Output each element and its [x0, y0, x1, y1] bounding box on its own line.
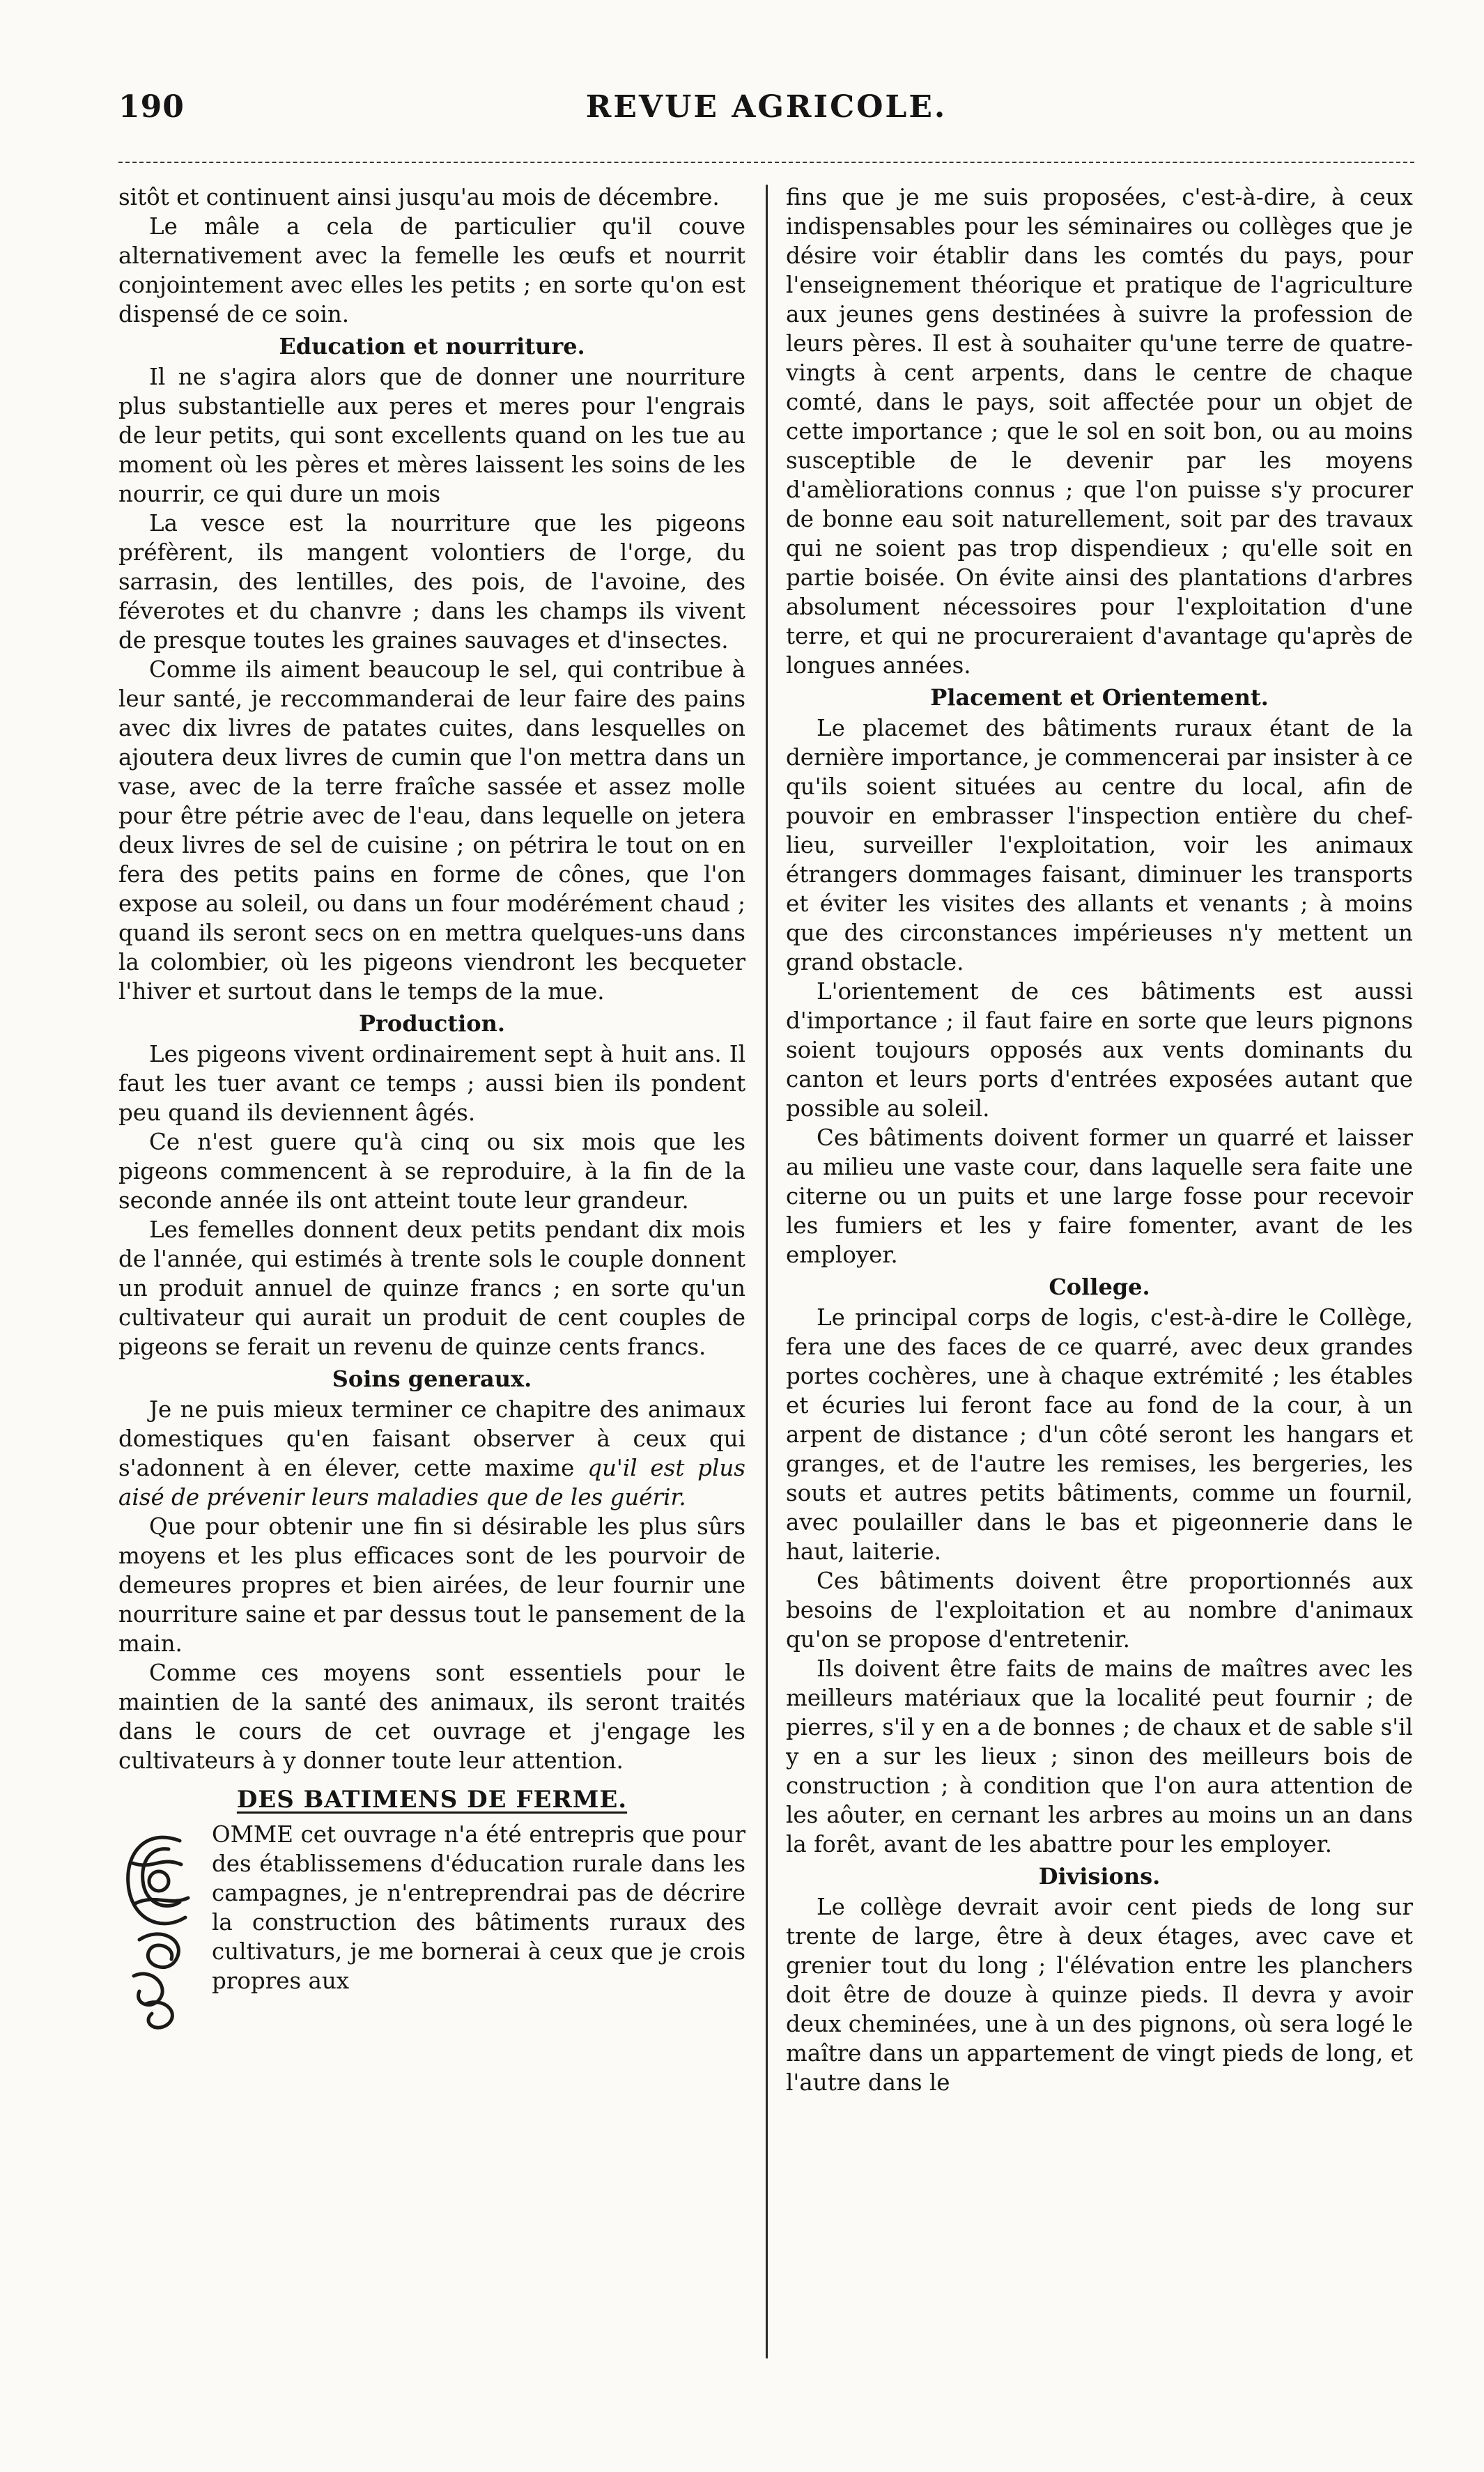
ornamental-initial-c-icon — [118, 1821, 201, 2030]
paragraph: Le mâle a cela de particulier qu'il couve alternativement avec la femelle les œufs et nourrit conjointement avec elles les petits ; en sorte qu'on est dispensé de ce soin. — [118, 213, 745, 327]
paragraph: L'orientement de ces bâtiments est aussi d'importance ; il faut faire en sorte que leurs pignons soient toujours opposés aux vents dominants du canton et leurs ports d'entrées exposées autant que possible au soleil. — [786, 978, 1413, 1122]
maxim-text: qu'il est plus aisé de prévenir leurs maladies que de les guérir. — [118, 1455, 745, 1511]
paragraph: Les femelles donnent deux petits pendant dix mois de l'année, qui estimés à trente sols le couple donnent un produit annuel de quinze francs ; en sorte qu'un cultivateur qui aurait un produit de cent couples de pigeons se ferait un revenu de quinze cents francs. — [118, 1216, 745, 1360]
paragraph-text: Je ne puis mieux terminer ce chapitre des animaux domestiques qu'en faisant observer à ceux qui s'adonnent à en élever, cette maxime — [118, 1396, 745, 1481]
running-title: REVUE AGRICOLE. — [585, 89, 948, 125]
paragraph — [118, 1820, 745, 1995]
paragraph: fins que je me suis proposées, c'est-à-dire, à ceux indispensables pour les séminaires ou collèges que je désire voir établir dans les comtés du pays, pour l'enseignement théorique et pratique de l'agriculture aux jeunes gens destinées à suivre la profession de leurs pères. Il est à souhaiter qu'une terre de quatre-vingts à cent arpents, dans le centre de chaque comté, dans le pays, soit affectée pour un objet de cette importance ; que le sol en soit bon, ou au moins susceptible de le devenir par les moyens d'amèliorations connus ; que l'on puisse s'y procurer de bonne eau soit naturellement, soit par des travaux qui ne soient pas trop dispendieux ; qu'elle soit en partie boisée. On évite ainsi des plantations d'arbres absolument nécessoires pour l'exploitation d'une terre, et qui ne procureraient d'avantage qu'après de longues années. — [786, 184, 1413, 679]
page-header — [118, 89, 1414, 145]
section-heading: Soins generaux. — [332, 1366, 532, 1392]
header-rule — [118, 162, 1414, 163]
paragraph: Le placemet des bâtiments ruraux étant de la dernière importance, je commencerai par insister à ce qu'ils soient situées au centre du local, afin de pouvoir en embrasser l'inspection entière du chef-lieu, surveiller l'exploitation, voir les animaux étrangers dommages faisant, diminuer les transports et éviter les visites des allants et venants ; à moins que des circonstances impérieuses n'y mettent un grand obstacle. — [786, 715, 1413, 975]
paragraph: Les pigeons vivent ordinairement sept à huit ans. Il faut les tuer avant ce temps ; aussi bien ils pondent peu quand ils deviennent âgés. — [118, 1041, 745, 1126]
page-number: 190 — [118, 89, 185, 125]
section-heading: Education et nourriture. — [279, 333, 585, 360]
paragraph: Ces bâtiments doivent former un quarré et laisser au milieu une vaste cour, dans laquelle sera faite une citerne ou un puits et une large fosse pour recevoir les fumiers et les y faire fomenter, avant de les employer. — [786, 1125, 1413, 1268]
paragraph — [118, 1395, 745, 1512]
paragraph: Que pour obtenir une fin si désirable les plus sûrs moyens et les plus efficaces sont de les pourvoir de demeures propres et bien airées, de leur fournir une nourriture saine et par dessus tout le pansement de la main. — [118, 1513, 745, 1657]
chapter-title: DES BATIMENS DE FERME. — [236, 1786, 628, 1814]
paragraph: sitôt et continuent ainsi jusqu'au mois de décembre. — [118, 184, 720, 210]
paragraph: Ces bâtiments doivent être proportionnés aux besoins de l'exploitation et au nombre d'animaux qu'on se propose d'entretenir. — [786, 1568, 1413, 1653]
left-column — [118, 183, 745, 2437]
section-heading: Divisions. — [1038, 1863, 1161, 1890]
section-heading: Placement et Orientement. — [930, 684, 1269, 711]
paragraph: Ce n'est guere qu'à cinq ou six mois que les pigeons commencent à se reproduire, à la fin de la seconde année ils ont atteint toute leur grandeur. — [118, 1129, 745, 1214]
section-heading: College. — [1049, 1274, 1150, 1300]
section-heading: Production. — [358, 1010, 506, 1037]
paragraph-text: OMME cet ouvrage n'a été entrepris que pour des établissemens d'éducation rurale dans les campagnes, je n'entreprendrai pas de décrire la construction des bâtiments ruraux des cultivaturs, je me bornerai à ceux que je crois propres aux — [212, 1821, 745, 1994]
paragraph: La vesce est la nourriture que les pigeons préfèrent, ils mangent volontiers de l'orge, du sarrasin, des lentilles, des pois, de l'avoine, des féverotes et du chanvre ; dans les champs ils vivent de presque toutes les graines sauvages et d'insectes. — [118, 510, 745, 654]
right-column — [786, 183, 1413, 2437]
paragraph: Il ne s'agira alors que de donner une nourriture plus substantielle aux peres et meres pour l'engrais de leur petits, qui sont excellents quand on les tue au moment où les pères et mères laissent les soins de les nourrir, ce qui dure un mois — [118, 364, 745, 507]
paragraph: Comme ils aiment beaucoup le sel, qui contribue à leur santé, je reccommanderai de leur faire des pains avec dix livres de patates cuites, dans lesquelles on ajoutera deux livres de cumin que l'on mettra dans un vase, avec de la terre fraîche sassée et assez molle pour être pétrie avec de l'eau, dans lequelle on jetera deux livres de sel de cuisine ; on pétrira le tout on en fera des petits pains en forme de cônes, que l'on expose au soleil, ou dans un four modérément chaud ; quand ils seront secs on en mettra quelques-uns dans la colombier, où les pigeons viendront les becqueter l'hiver et surtout dans le temps de la mue. — [118, 656, 745, 1005]
paragraph: Le collège devrait avoir cent pieds de long sur trente de large, être à deux étages, avec cave et grenier tout du long ; l'élévation entre les planchers doit être de douze à quinze pieds. Il devra y avoir deux cheminées, une à un des pignons, où sera logé le maître dans un appartement de vingt pieds de long, et l'autre dans le — [786, 1894, 1413, 2096]
column-divider — [766, 185, 768, 2358]
paragraph: Le principal corps de logis, c'est-à-dire le Collège, fera une des faces de ce quarré, avec deux grandes portes cochères, une à chaque extrémité ; les étables et écuries lui feront face au fond de la cour, à un arpent de distance ; d'un côté seront les hangars et granges, et de l'autre les remises, les bergeries, les souts et autres petits bâtiments, comme un fournil, avec poulailler dans le bas et pigeonnerie dans le haut, laiterie. — [786, 1304, 1413, 1565]
paragraph: Ils doivent être faits de mains de maîtres avec les meilleurs matériaux que la localité peut fournir ; de pierres, s'il y en a de bonnes ; de chaux et de sable s'il y en a sur les lieux ; sinon des meilleurs bois de construction ; à condition que l'on aura attention de les aôuter, en cernant les arbres au moins un an dans la forêt, avant de les abattre pour les employer. — [786, 1655, 1413, 1857]
paragraph: Comme ces moyens sont essentiels pour le maintien de la santé des animaux, ils seront traités dans le cours de cet ouvrage et j'engage les cultivateurs à y donner toute leur attention. — [118, 1660, 745, 1774]
